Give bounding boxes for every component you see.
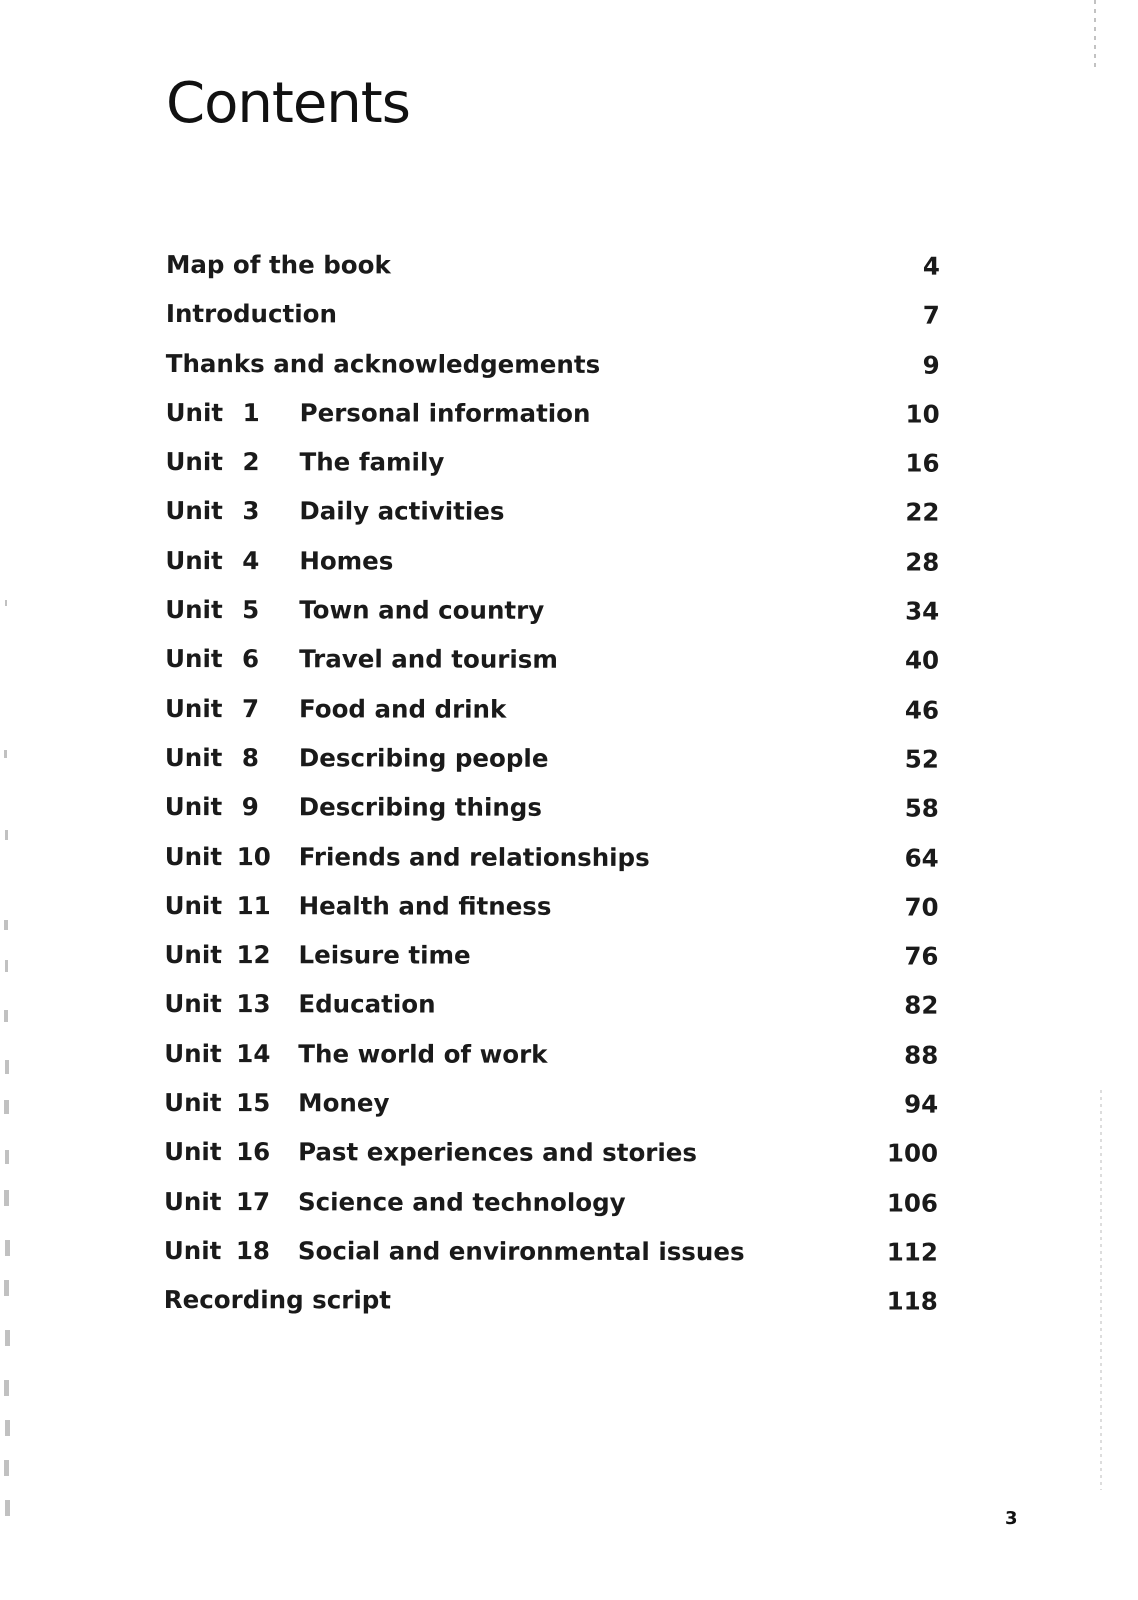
unit-page: 106 — [886, 1188, 939, 1218]
unit-page: 40 — [904, 645, 940, 675]
unit-prefix: Unit — [163, 1235, 222, 1266]
unit-page: 22 — [905, 498, 940, 528]
toc-unit-12[interactable] — [164, 935, 964, 986]
unit-number: 13 — [236, 989, 271, 1019]
unit-page: 112 — [886, 1237, 938, 1267]
toc-unit-10[interactable] — [165, 837, 965, 888]
unit-page: 46 — [904, 695, 940, 725]
toc-unit-14[interactable] — [164, 1034, 964, 1085]
unit-title: The world of work — [298, 1039, 548, 1069]
unit-page: 58 — [904, 793, 939, 823]
unit-title: Homes — [299, 546, 394, 576]
toc-entry-label: Recording script — [163, 1285, 392, 1315]
unit-page: 76 — [904, 941, 939, 971]
unit-number: 14 — [236, 1038, 271, 1068]
table-of-contents — [164, 245, 966, 1331]
unit-page: 16 — [905, 448, 940, 478]
toc-entry-label: Thanks and acknowledgements — [165, 348, 601, 379]
unit-prefix: Unit — [164, 792, 223, 822]
toc-entry-map-of-the-book[interactable] — [166, 245, 966, 296]
unit-number: 16 — [236, 1137, 271, 1167]
scan-artifact — [1094, 0, 1096, 72]
toc-unit-11[interactable] — [165, 886, 965, 937]
toc-unit-7[interactable] — [165, 689, 965, 740]
unit-prefix: Unit — [164, 742, 223, 773]
unit-title: Travel and tourism — [299, 644, 558, 675]
unit-title: Describing people — [298, 743, 549, 773]
scan-artifact — [3, 560, 11, 1520]
unit-prefix: Unit — [164, 989, 222, 1019]
unit-number: 1 — [242, 398, 260, 428]
unit-prefix: Unit — [164, 1038, 222, 1068]
unit-prefix: Unit — [165, 496, 223, 526]
unit-number: 11 — [236, 891, 271, 921]
toc-entry-label: Introduction — [165, 299, 337, 329]
unit-prefix: Unit — [164, 841, 223, 871]
toc-entry-page: 118 — [886, 1286, 938, 1316]
unit-title: Past experiences and stories — [298, 1137, 698, 1168]
unit-number: 5 — [242, 595, 260, 625]
scan-artifact — [1100, 1090, 1102, 1490]
unit-prefix: Unit — [164, 1137, 222, 1167]
unit-title: Education — [298, 989, 436, 1020]
unit-prefix: Unit — [165, 397, 224, 428]
page-title: Contents — [166, 71, 410, 136]
toc-unit-17[interactable] — [164, 1182, 964, 1233]
toc-entry-page: 7 — [922, 300, 940, 330]
toc-entry-recording-script[interactable] — [164, 1280, 964, 1331]
toc-unit-13[interactable] — [164, 984, 964, 1035]
unit-page: 28 — [905, 547, 940, 577]
unit-prefix: Unit — [165, 545, 223, 575]
unit-title: The family — [299, 447, 445, 477]
toc-unit-1[interactable] — [166, 393, 966, 444]
unit-title: Daily activities — [299, 496, 505, 527]
toc-unit-5[interactable] — [165, 590, 965, 641]
unit-number: 2 — [242, 447, 260, 477]
unit-number: 8 — [241, 743, 259, 773]
unit-title: Personal information — [299, 398, 591, 428]
unit-number: 18 — [235, 1236, 271, 1266]
unit-prefix: Unit — [163, 1186, 222, 1216]
unit-number: 15 — [236, 1088, 271, 1118]
unit-prefix: Unit — [164, 890, 223, 920]
unit-prefix: Unit — [165, 595, 223, 625]
toc-entry-page: 4 — [922, 251, 940, 281]
unit-number: 7 — [241, 693, 260, 723]
unit-page: 94 — [904, 1089, 939, 1119]
toc-entry-label: Map of the book — [165, 249, 391, 280]
toc-unit-15[interactable] — [164, 1083, 964, 1134]
toc-unit-9[interactable] — [165, 787, 965, 838]
unit-number: 9 — [241, 792, 259, 822]
unit-title: Health and fitness — [298, 891, 552, 921]
unit-prefix: Unit — [164, 940, 222, 970]
toc-entry-thanks[interactable] — [166, 344, 966, 395]
unit-title: Social and environmental issues — [297, 1236, 745, 1267]
toc-unit-16[interactable] — [164, 1132, 964, 1183]
unit-prefix: Unit — [164, 693, 223, 723]
toc-unit-2[interactable] — [165, 442, 965, 493]
unit-number: 10 — [236, 841, 271, 871]
unit-page: 34 — [905, 596, 940, 626]
toc-unit-6[interactable] — [165, 639, 965, 690]
unit-title: Leisure time — [298, 940, 471, 970]
unit-page: 88 — [904, 1040, 939, 1070]
unit-number: 4 — [242, 545, 260, 575]
toc-unit-3[interactable] — [165, 491, 965, 542]
unit-page: 100 — [886, 1138, 939, 1168]
unit-prefix: Unit — [165, 447, 224, 477]
page-number: 3 — [1005, 1508, 1018, 1529]
unit-number: 3 — [242, 496, 260, 526]
unit-page: 82 — [904, 991, 939, 1021]
unit-title: Describing things — [298, 792, 542, 823]
unit-number: 17 — [235, 1186, 271, 1216]
unit-number: 12 — [236, 940, 271, 970]
unit-number: 6 — [242, 644, 260, 674]
toc-entry-page: 9 — [922, 350, 940, 380]
unit-title: Science and technology — [297, 1186, 626, 1217]
toc-unit-4[interactable] — [165, 541, 965, 592]
unit-page: 64 — [904, 843, 939, 873]
toc-unit-18[interactable] — [164, 1231, 964, 1282]
unit-prefix: Unit — [164, 1088, 222, 1118]
unit-page: 10 — [905, 399, 940, 429]
unit-title: Food and drink — [298, 693, 507, 724]
toc-unit-8[interactable] — [165, 738, 965, 789]
unit-page: 70 — [904, 892, 939, 922]
unit-title: Money — [298, 1088, 390, 1118]
toc-entry-introduction[interactable] — [166, 294, 966, 345]
unit-title: Town and country — [299, 595, 545, 625]
unit-prefix: Unit — [165, 644, 223, 674]
unit-title: Friends and relationships — [298, 841, 650, 872]
unit-page: 52 — [904, 744, 939, 774]
